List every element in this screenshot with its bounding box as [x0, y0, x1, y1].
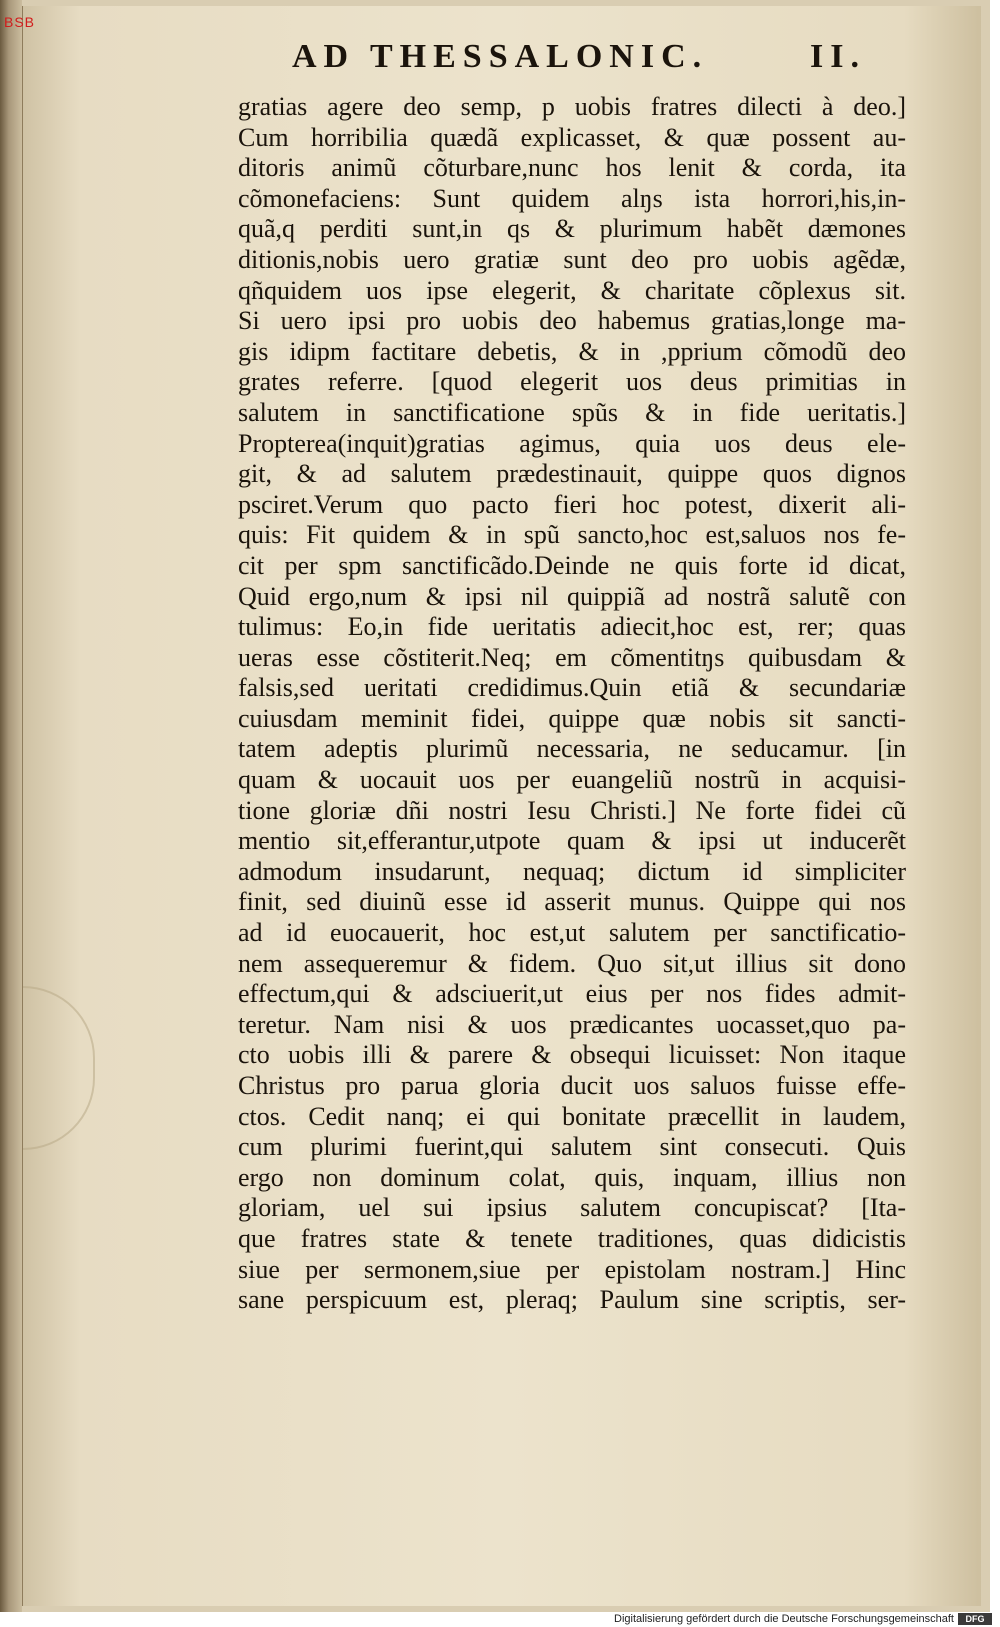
text-line: teretur. Nam nisi & uos prædicantes uocasset,quo pa- — [238, 1009, 906, 1039]
text-line: Christus pro parua gloria ducit uos saluos fuisse effe- — [238, 1071, 906, 1100]
text-line: quam & uocauit uos per euangeliũ nostrũ in acquisi- — [238, 765, 906, 795]
text-line: que fratres state & tenete traditiones, quas didicistis — [238, 1223, 906, 1253]
text-line: ad id euocauerit, hoc est,ut salutem per sanctificatio- — [238, 918, 906, 948]
library-watermark: BSB — [4, 14, 36, 30]
footer-bar — [0, 1612, 1000, 1627]
text-line: grates referre. [quod elegerit uos deus primitias in — [238, 367, 906, 397]
text-line: nem assequeremur & fidem. Quo sit,ut illius sit dono — [238, 948, 906, 978]
text-line: qñquidem uos ipse elegerit, & charitate cõplexus sit. — [238, 275, 906, 305]
text-line: ergo non dominum colat, quis, inquam, illius non — [238, 1162, 906, 1192]
text-line: cuiusdam meminit fidei, quippe quæ nobis sit sancti- — [238, 703, 906, 733]
book-spine-edge — [0, 0, 22, 1612]
dfg-logo-badge: DFG — [958, 1613, 992, 1625]
text-line: cum plurimi fuerint,qui salutem sint consecuti. Quis — [238, 1132, 906, 1162]
funding-credit: Digitalisierung gefördert durch die Deutsche Forschungsgemeinschaft — [614, 1613, 954, 1625]
text-line: gratias agere deo semp, p uobis fratres dilecti à deo.] — [238, 92, 906, 121]
text-line: ctos. Cedit nanq; ei qui bonitate præcellit in laudem, — [238, 1101, 906, 1131]
text-line: tulimus: Eo,in fide ueritatis adiecit,hoc est, rer; quas — [238, 612, 906, 642]
running-head-title: AD THESSALONIC. — [292, 38, 709, 75]
page-fold-mark — [23, 986, 95, 1150]
text-line: tatem adeptis plurimũ necessaria, ne seducamur. [in — [238, 734, 906, 764]
text-line: gloriam, uel sui ipsius salutem concupiscat? [Ita- — [238, 1193, 906, 1223]
text-line: salutem in sanctificatione spũs & in fide ueritatis.] — [238, 397, 906, 427]
text-line: cit per spm sanctificãdo.Deinde ne quis forte id dicat, — [238, 550, 906, 580]
text-line: cto uobis illi & parere & obsequi licuisset: Non itaque — [238, 1040, 906, 1070]
text-line: siue per sermonem,siue per epistolam nostram.] Hinc — [238, 1254, 906, 1284]
text-line: effectum,qui & adsciuerit,ut eius per nos fides admit- — [238, 979, 906, 1009]
running-head — [292, 38, 912, 78]
text-line: ditoris animũ cõturbare,nunc hos lenit & corda, ita — [238, 153, 906, 183]
text-line: Cum horribilia quædã explicasset, & quæ possent au- — [238, 122, 906, 152]
text-line: sane perspicuum est, pleraq; Paulum sine scriptis, ser- — [238, 1285, 906, 1315]
text-line: quis: Fit quidem & in spũ sancto,hoc est,saluos nos fe- — [238, 520, 906, 550]
text-line: gis idipm factitare debetis, & in ,pprium cõmodũ deo — [238, 336, 906, 366]
text-line: ueras esse cõstiterit.Neq; em cõmentitŋs quibusdam & — [238, 642, 906, 672]
text-line: mentio sit,efferantur,utpote quam & ipsi ut inducerẽt — [238, 826, 906, 856]
text-line: tione gloriæ dñi nostri Iesu Christi.] Ne forte fidei cũ — [238, 795, 906, 825]
text-line: admodum insudarunt, nequaq; dictum id simpliciter — [238, 856, 906, 886]
text-line: ditionis,nobis uero gratiæ sunt deo pro uobis agẽdæ, — [238, 244, 906, 274]
folio-number: II. — [810, 38, 866, 75]
text-line: psciret.Verum quo pacto fieri hoc potest, dixerit ali- — [238, 489, 906, 519]
body-text — [238, 92, 906, 1316]
text-line: git, & ad salutem prædestinauit, quippe quos dignos — [238, 459, 906, 489]
text-line: falsis,sed ueritati credidimus.Quin etiã & secundariæ — [238, 673, 906, 703]
text-line: quã,q perditi sunt,in qs & plurimum habẽt dæmones — [238, 214, 906, 244]
text-line: Propterea(inquit)gratias agimus, quia uos deus ele- — [238, 428, 906, 458]
text-line: finit, sed diuinũ esse id asserit munus. Quippe qui nos — [238, 887, 906, 917]
text-line: Si uero ipsi pro uobis deo habemus gratias,longe ma- — [238, 306, 906, 336]
text-line: cõmonefaciens: Sunt quidem alŋs ista horrori,his,in- — [238, 183, 906, 213]
text-line: Quid ergo,num & ipsi nil quippiã ad nostrã salutẽ con — [238, 581, 906, 611]
